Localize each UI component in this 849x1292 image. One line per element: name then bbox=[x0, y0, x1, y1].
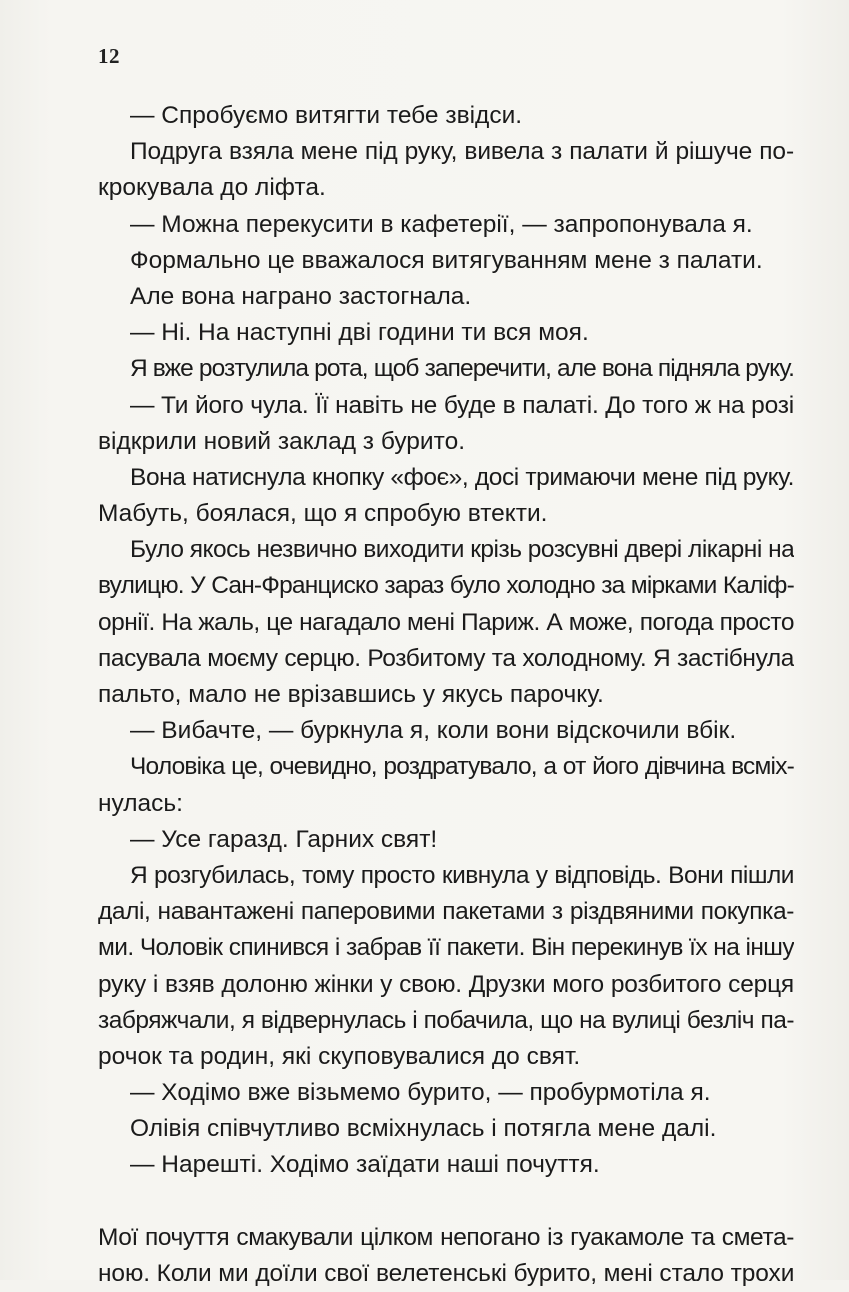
text-line: забряжчали, я відвернулась і побачила, що на вулиці безліч па- bbox=[98, 1006, 794, 1034]
text-line: руку і взяв долоню жінки у свою. Друзки мого розбитого серця bbox=[98, 970, 794, 998]
text-line: Мої почуття смакували цілком непогано із гуакамоле та смета- bbox=[98, 1223, 794, 1251]
text-line: Мабуть, боялася, що я спробую втекти. bbox=[98, 500, 548, 528]
text-line: — Ти його чула. Її навіть не буде в палаті. До того ж на розі bbox=[130, 391, 794, 419]
page-number: 12 bbox=[98, 44, 120, 68]
text-line: Я розгубилась, тому просто кивнула у відповідь. Вони пішли bbox=[130, 861, 794, 889]
text-line: — Ні. На наступні дві години ти вся моя. bbox=[130, 319, 589, 347]
text-line: Олівія співчутливо всміхнулась і потягла мене далі. bbox=[130, 1115, 717, 1143]
text-line: Було якось незвично виходити крізь розсувні двері лікарні на bbox=[130, 536, 794, 564]
text-line: Формально це вважалося витягуванням мене з палати. bbox=[130, 246, 763, 274]
text-line: далі, навантажені паперовими пакетами з різдвяними покупка- bbox=[98, 898, 794, 926]
text-line: Подруга взяла мене під руку, вивела з палати й рішуче по- bbox=[130, 138, 794, 166]
text-line: — Можна перекусити в кафетерії, — запропонувала я. bbox=[130, 210, 753, 238]
text-line: відкрили новий заклад з бурито. bbox=[98, 427, 465, 455]
text-line: рочок та родин, які скуповувалися до свят. bbox=[98, 1042, 581, 1070]
text-line: Я вже розтулила рота, щоб заперечити, але вона підняла руку. bbox=[130, 355, 794, 383]
text-line: — Усе гаразд. Гарних свят! bbox=[130, 825, 438, 853]
text-line: орнії. На жаль, це нагадало мені Париж. А може, погода просто bbox=[98, 608, 794, 636]
text-line: пасувала моєму серцю. Розбитому та холодному. Я застібнула bbox=[98, 644, 794, 672]
text-line: — Спробуємо витягти тебе звідси. bbox=[130, 102, 523, 129]
text-line: вулицю. У Сан-Франциско зараз було холодно за мірками Каліф- bbox=[98, 572, 794, 600]
text-line: крокувала до ліфта. bbox=[98, 174, 326, 202]
text-line: — Ходімо вже візьмемо бурито, — пробурмотіла я. bbox=[130, 1079, 711, 1107]
text-line: ми. Чоловік спинився і забрав її пакети. Він перекинув їх на іншу bbox=[98, 934, 794, 962]
text-line: Але вона награно застогнала. bbox=[130, 282, 472, 310]
text-line: — Вибачте, — буркнула я, коли вони відскочили вбік. bbox=[130, 717, 737, 745]
text-line: нулась: bbox=[98, 789, 183, 817]
text-line: пальто, мало не врізавшись у якусь парочку. bbox=[98, 681, 604, 708]
text-line: Вона натиснула кнопку «фоє», досі тримаючи мене під руку. bbox=[130, 463, 794, 491]
text-line: — Нарешті. Ходімо заїдати наші почуття. bbox=[130, 1151, 600, 1179]
body-text bbox=[98, 98, 794, 1292]
text-line: Чоловіка це, очевидно, роздратувало, а от його дівчина всміх- bbox=[130, 753, 794, 781]
text-line: ною. Коли ми доїли свої велетенські бурито, мені стало трохи bbox=[98, 1259, 794, 1287]
